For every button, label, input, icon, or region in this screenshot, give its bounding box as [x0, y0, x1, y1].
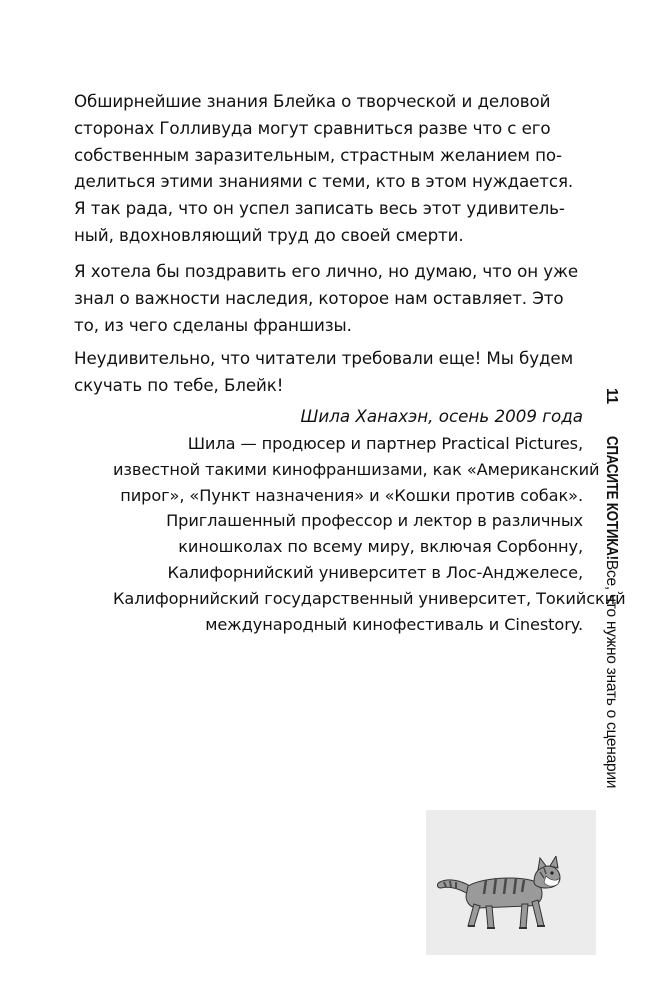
text-line: собственным заразительным, страстным желанием по-	[74, 144, 562, 165]
body-paragraph-1	[74, 88, 584, 249]
bio-line: Калифорнийский университет в Лос-Анджелесе,	[167, 562, 583, 582]
book-subtitle: Все, что нужно знать о сценарии	[603, 559, 620, 789]
text-line: Я хотела бы поздравить его лично, но думаю, что он уже	[74, 261, 579, 281]
bio-line: киношколах по всему миру, включая Сорбонну,	[178, 537, 583, 557]
text-line: знал о важности наследия, которое нам оставляет. Это	[74, 287, 564, 308]
text-line: то, из чего сделаны франшизы.	[74, 314, 352, 335]
bio-line: известной такими кинофраншизами, как «Американский	[113, 459, 600, 479]
text-line: Я так рада, что он успел записать весь этот удивитель-	[74, 198, 565, 219]
text-line: скучать по тебе, Блейк!	[74, 374, 284, 395]
author-signature: Шила Ханахэн, осень 2009 года	[300, 406, 583, 426]
page-number: 11	[603, 388, 620, 404]
book-title: СПАСИТЕ КОТИКА!	[603, 435, 620, 560]
text-line: делиться этими знаниями с теми, кто в этом нуждается.	[74, 171, 574, 192]
text-line: сторонах Голливуда могут сравниться разве что с его	[74, 117, 551, 138]
text-line: Неудивительно, что читатели требовали еще! Мы будем	[74, 348, 574, 368]
bio-line: пирог», «Пункт назначения» и «Кошки против собак».	[120, 485, 583, 505]
bio-line: Приглашенный профессор и лектор в различных	[166, 511, 583, 531]
bio-line: Калифорнийский государственный университет, Токийский	[113, 588, 626, 608]
bio-line: Шила — продюсер и партнер Practical Pictures,	[187, 434, 583, 453]
body-paragraph-3	[74, 345, 584, 399]
text-line: ный, вдохновляющий труд до своей смерти.	[74, 224, 464, 245]
body-paragraph-2	[74, 258, 584, 338]
bio-line: международный кинофестиваль и Cinestory.	[205, 614, 583, 634]
walking-cat-icon	[434, 856, 564, 936]
running-head	[602, 388, 620, 878]
text-line: Обширнейшие знания Блейка о творческой и деловой	[74, 91, 551, 111]
